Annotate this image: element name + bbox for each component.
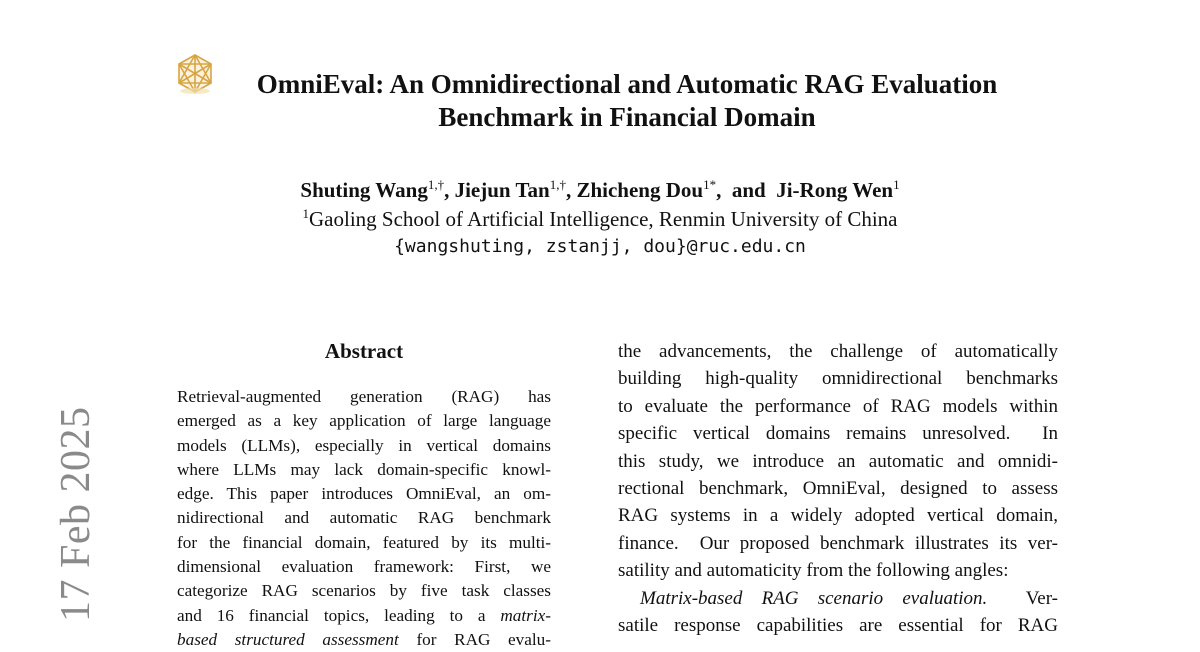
author-separator: , and bbox=[716, 178, 777, 202]
arxiv-side-stamp: 17 Feb 2025 bbox=[53, 406, 99, 622]
abstract-line: where LLMs may lack domain-specific knowl- bbox=[177, 459, 551, 479]
title-line-1: OmniEval: An Omnidirectional and Automatic RAG Evaluation bbox=[256, 69, 998, 99]
abstract-italic-text: matrix- bbox=[500, 605, 551, 625]
body-line: satility and automaticity from the following angles: bbox=[618, 560, 1009, 582]
body-line: rectional benchmark, OmniEval, designed to assess bbox=[618, 478, 1058, 500]
abstract-line: Retrieval-augmented generation (RAG) has bbox=[177, 387, 551, 406]
abstract-body bbox=[177, 385, 551, 652]
body-text: Ver- bbox=[1025, 587, 1059, 609]
author-affil-mark: 1 bbox=[893, 177, 900, 192]
abstract-line bbox=[177, 604, 551, 628]
abstract-heading: Abstract bbox=[324, 339, 404, 363]
body-line: to evaluate the performance of RAG models within bbox=[618, 395, 1058, 417]
body-line: the advancements, the challenge of automatically bbox=[618, 341, 1058, 362]
affiliation-text: Gaoling School of Artificial Intelligence, Renmin University of China bbox=[309, 207, 898, 231]
body-line: this study, we introduce an automatic and omnidi- bbox=[618, 450, 1058, 472]
body-line: satile response capabilities are essential for RAG bbox=[618, 615, 1058, 637]
author-separator: , bbox=[565, 178, 577, 202]
affiliation-mark: 1 bbox=[302, 206, 310, 221]
abstract-line: dimensional evaluation framework: First, we bbox=[177, 557, 551, 577]
abstract-text: for RAG evalu- bbox=[416, 629, 551, 649]
author-separator: , bbox=[444, 178, 455, 202]
abstract-line: categorize RAG scenarios by five task classes bbox=[177, 581, 551, 601]
author-name: Shuting Wang bbox=[300, 178, 428, 202]
abstract-line: emerged as a key application of large language bbox=[177, 411, 551, 431]
paper-title bbox=[215, 68, 1039, 134]
author-emails: {wangshuting, zstanjj, dou}@ruc.edu.cn bbox=[394, 236, 806, 257]
author-name: Ji-Rong Wen bbox=[776, 178, 894, 202]
author-name: Zhicheng Dou bbox=[576, 178, 704, 202]
author-list bbox=[150, 176, 1050, 204]
abstract-line: for the financial domain, featured by its multi- bbox=[177, 532, 551, 552]
abstract-line bbox=[177, 628, 551, 652]
body-line: specific vertical domains remains unresolved. In bbox=[618, 423, 1058, 445]
author-affil-mark: 1* bbox=[703, 177, 717, 192]
golden-geodesic-logo-icon bbox=[176, 53, 214, 95]
body-line: finance. Our proposed benchmark illustrates its ver- bbox=[618, 532, 1058, 554]
affiliation bbox=[150, 205, 1050, 233]
abstract-italic-text: based structured assessment bbox=[177, 629, 399, 649]
abstract-line: edge. This paper introduces OmniEval, an om- bbox=[177, 484, 551, 504]
author-affil-mark: 1,† bbox=[549, 177, 566, 192]
abstract-text: and 16 financial topics, leading to a bbox=[177, 605, 486, 625]
body-line: building high-quality omnidirectional benchmarks bbox=[618, 368, 1058, 390]
paragraph-heading: Matrix-based RAG scenario evaluation. bbox=[640, 587, 988, 609]
author-name: Jiejun Tan bbox=[454, 178, 550, 202]
paragraph-start-line bbox=[618, 585, 1058, 612]
author-affil-mark: 1,† bbox=[427, 177, 445, 192]
intro-column bbox=[618, 338, 1058, 639]
body-line: RAG systems in a widely adopted vertical domain, bbox=[618, 505, 1058, 527]
title-line-2: Benchmark in Financial Domain bbox=[438, 102, 816, 132]
abstract-line: models (LLMs), especially in vertical domains bbox=[177, 435, 551, 455]
abstract-line: nidirectional and automatic RAG benchmark bbox=[177, 508, 551, 528]
